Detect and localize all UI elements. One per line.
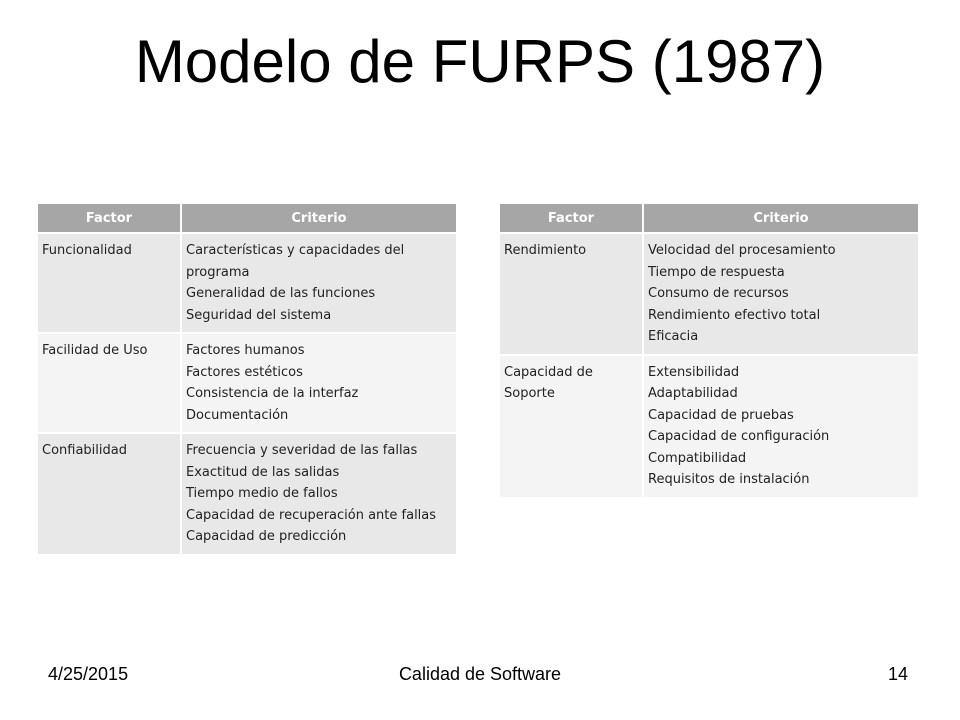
criterio-cell [181, 233, 456, 333]
table-row [38, 233, 456, 333]
criterio-item: Factores estéticos [186, 364, 303, 380]
factor-cell: Capacidad de Soporte [500, 355, 643, 498]
criterio-item: Extensibilidad [648, 364, 740, 380]
slide-title: Modelo de FURPS (1987) [134, 28, 826, 95]
table-row [38, 433, 456, 555]
header-criterio: Criterio [643, 204, 918, 233]
table-row [38, 333, 456, 433]
criterio-item: Consistencia de la interfaz [186, 386, 359, 401]
criterio-item: Tiempo de respuesta [648, 264, 785, 280]
criterio-cell [181, 333, 456, 433]
criterio-item: Eficacia [648, 329, 699, 344]
factor-cell: Facilidad de Uso [38, 333, 181, 433]
criterio-item: Características y capacidades del programa [186, 243, 405, 280]
furps-table-right [500, 204, 918, 499]
furps-table-left [38, 204, 456, 556]
factor-cell: Confiabilidad [38, 433, 181, 555]
criterio-item: Compatibilidad [648, 450, 747, 466]
criterio-item: Exactitud de las salidas [186, 464, 340, 480]
footer-title: Calidad de Software [398, 664, 562, 684]
criterio-item: Tiempo medio de fallos [186, 486, 338, 501]
criterio-item: Generalidad de las funciones [186, 286, 376, 301]
criterio-item: Seguridad del sistema [186, 307, 332, 323]
footer-date: 4/25/2015 [48, 664, 129, 684]
criterio-item: Rendimiento efectivo total [648, 307, 821, 323]
page-number: 14 [887, 664, 908, 684]
criterio-item: Requisitos de instalación [648, 472, 810, 487]
criterio-cell [643, 355, 918, 498]
criterio-item: Consumo de recursos [648, 286, 789, 301]
criterio-cell [643, 233, 918, 355]
criterio-cell [181, 433, 456, 555]
table-header-row [500, 204, 918, 233]
header-factor: Factor [500, 204, 643, 233]
factor-cell: Funcionalidad [38, 233, 181, 333]
criterio-item: Frecuencia y severidad de las fallas [186, 443, 418, 458]
factor-cell: Rendimiento [500, 233, 643, 355]
criterio-item: Documentación [186, 407, 289, 423]
header-factor: Factor [38, 204, 181, 233]
criterio-item: Capacidad de predicción [186, 529, 347, 544]
table-row [500, 355, 918, 498]
header-criterio: Criterio [181, 204, 456, 233]
criterio-item: Capacidad de configuración [648, 429, 830, 444]
criterio-item: Capacidad de recuperación ante fallas [186, 507, 437, 523]
table-header-row [38, 204, 456, 233]
criterio-item: Velocidad del procesamiento [648, 243, 836, 258]
criterio-item: Capacidad de pruebas [648, 407, 794, 423]
criterio-item: Adaptabilidad [648, 386, 738, 401]
table-row [500, 233, 918, 355]
criterio-item: Factores humanos [186, 343, 305, 358]
